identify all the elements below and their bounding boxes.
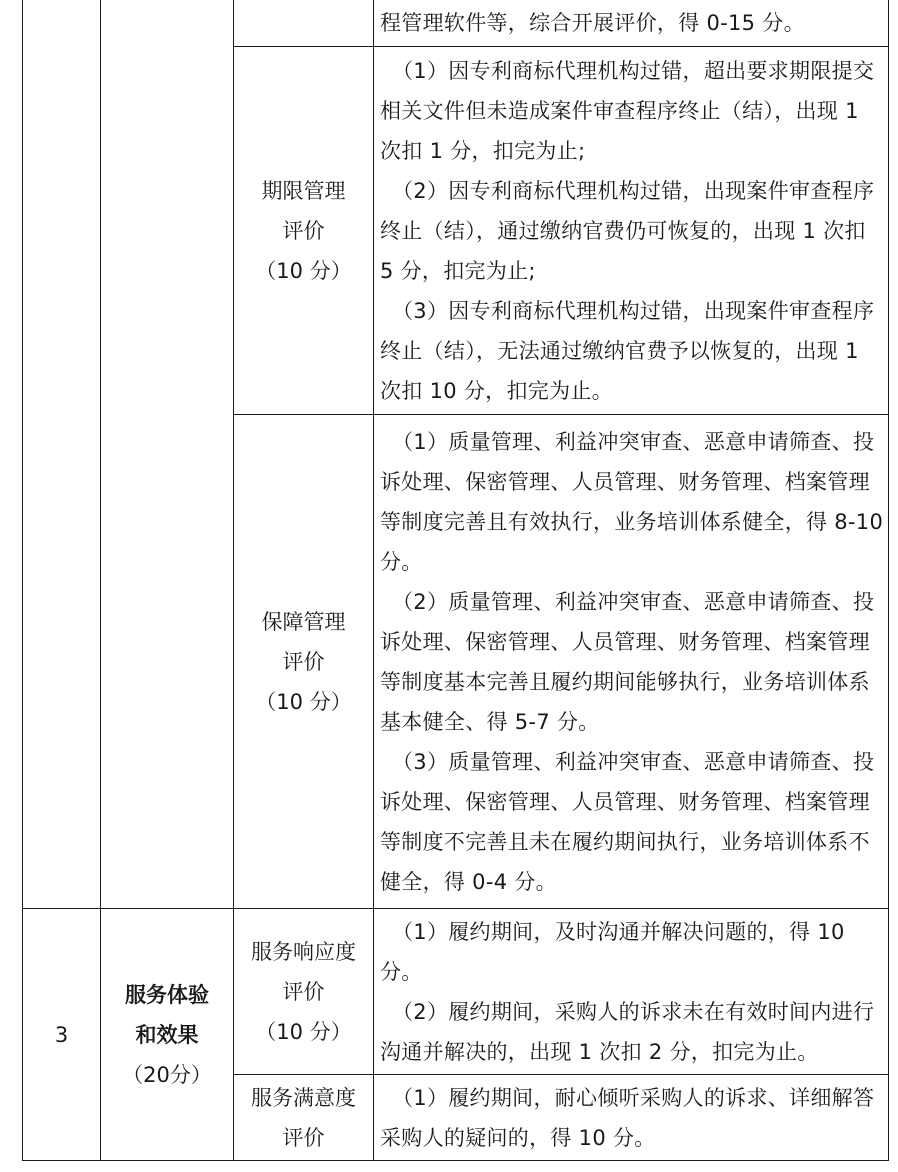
description-cell [374, 909, 889, 1075]
criterion-item: （1）履约期间，耐心倾听采购人的诉求、详细解答采购人的疑问的，得 10 分。 [380, 1085, 875, 1150]
criterion-item: （2）因专利商标代理机构过错，出现案件审查程序终止（结），通过缴纳官费仍可恢复的，出现 1 次扣 5 分，扣完为止; [380, 178, 875, 283]
criterion-item: （3）因专利商标代理机构过错，出现案件审查程序终止（结），无法通过缴纳官费予以恢复的，出现 1 次扣 10 分，扣完为止。 [380, 298, 875, 403]
subcategory-points: （10 分） [255, 689, 352, 714]
subcategory-title: 保障管理 [261, 609, 346, 634]
description-line: 程管理软件等，综合开展评价，得 0-15 分。 [380, 10, 805, 35]
criterion-item: （1）履约期间，及时沟通并解决问题的，得 10 分。 [380, 919, 845, 984]
subcategory-title: 评价 [282, 649, 325, 674]
subcategory-cell [234, 0, 374, 47]
criterion-item: （1）质量管理、利益冲突审查、恶意申请筛查、投诉处理、保密管理、人员管理、财务管理、档案管理等制度完善且有效执行，业务培训体系健全，得 8-10 分。 [380, 429, 884, 574]
number-cell [23, 909, 101, 1161]
category-cell [101, 0, 234, 909]
subcategory-points: （10 分） [255, 1019, 352, 1044]
subcategory-cell [234, 1075, 374, 1161]
description-cell [374, 0, 889, 47]
scoring-table [22, 0, 889, 1161]
subcategory-cell [234, 909, 374, 1075]
subcategory-title: 评价 [282, 979, 325, 1004]
criterion-item: （2）履约期间，采购人的诉求未在有效时间内进行沟通并解决的，出现 1 次扣 2 分，扣完为止。 [380, 999, 875, 1064]
category-title: 服务体验 [125, 982, 209, 1007]
number-cell [23, 0, 101, 909]
criterion-item: （2）质量管理、利益冲突审查、恶意申请筛查、投诉处理、保密管理、人员管理、财务管理、档案管理等制度基本完善且履约期间能够执行，业务培训体系基本健全、得 5-7 分。 [380, 589, 875, 734]
category-cell [101, 909, 234, 1161]
subcategory-cell [234, 415, 374, 909]
criterion-item: （3）质量管理、利益冲突审查、恶意申请筛查、投诉处理、保密管理、人员管理、财务管理、档案管理等制度不完善且未在履约期间执行，业务培训体系不健全，得 0-4 分。 [380, 749, 875, 894]
row-number: 3 [54, 1022, 69, 1047]
table-row [23, 0, 889, 47]
subcategory-cell [234, 47, 374, 415]
subcategory-points: （10 分） [255, 258, 352, 283]
category-points: （20分） [122, 1062, 212, 1087]
subcategory-title: 期限管理 [261, 178, 346, 203]
table-row [23, 909, 889, 1075]
subcategory-title: 评价 [282, 218, 325, 243]
description-cell [374, 415, 889, 909]
category-title: 和效果 [135, 1022, 199, 1047]
subcategory-title: 服务响应度 [251, 939, 356, 964]
criterion-item: （1）因专利商标代理机构过错，超出要求期限提交相关文件但未造成案件审查程序终止（结），出现 1 次扣 1 分，扣完为止; [380, 58, 875, 163]
description-cell [374, 1075, 889, 1161]
subcategory-title: 评价 [282, 1125, 325, 1150]
description-cell [374, 47, 889, 415]
subcategory-title: 服务满意度 [251, 1085, 356, 1110]
